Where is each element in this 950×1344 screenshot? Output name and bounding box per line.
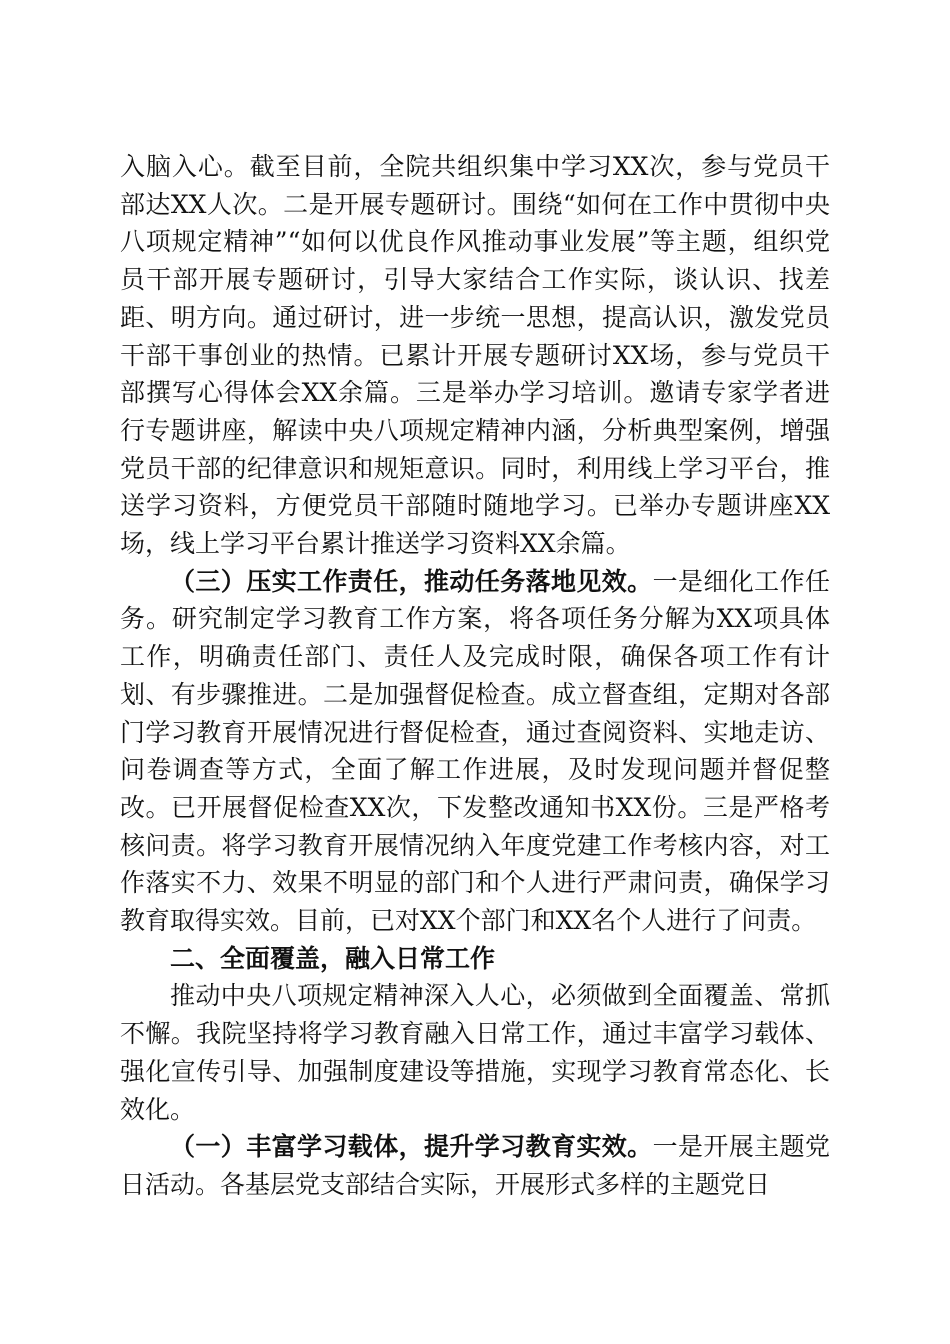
paragraph-continuation: 入脑入心。截至目前，全院共组织集中学习XX次，参与党员干部达XX人次。二是开展专题研讨。围绕“如何在工作中贯彻中央八项规定精神”“如何以优良作风推动事业发展”等主题，组织党员干部开展专题研讨，引导大家结合工作实际，谈认识、找差距、明方向。通过研讨，进一步统一思想，提高认识，激发党员干部干事创业的热情。已累计开展专题研讨XX场，参与党员干部撰写心得体会XX余篇。三是举办学习培训。邀请专家学者进行专题讲座，解读中央八项规定精神内涵，分析典型案例，增强党员干部的纪律意识和规矩意识。同时，利用线上学习平台，推送学习资料，方便党员干部随时随地学习。已举办专题讲座XX场，线上学习平台累计推送学习资料XX余篇。 — [120, 152, 830, 559]
subsection-heading-three: （三）压实工作责任，推动任务落地见效。 — [170, 566, 653, 596]
document-body — [120, 148, 830, 1204]
section-heading-two: 二、全面覆盖，融入日常工作 — [170, 943, 496, 973]
paragraph-work-responsibility — [120, 563, 830, 940]
subsection-heading-one: （一）丰富学习载体，提升学习教育实效。 — [170, 1132, 653, 1162]
paragraph-learning-carriers-body: 一是开展主题党日活动。各基层党支部结合实际，开展形式多样的主题党日 — [120, 1132, 830, 1199]
paragraph-work-responsibility-body: 一是细化工作任务。研究制定学习教育工作方案，将各项任务分解为XX项具体工作，明确责任部门、责任人及完成时限，确保各项工作有计划、有步骤推进。二是加强督促检查。成立督查组，定期对各部门学习教育开展情况进行督促检查，通过查阅资料、实地走访、问卷调查等方式，全面了解工作进展，及时发现问题并督促整改。已开展督促检查XX次，下发整改通知书XX份。三是严格考核问责。将学习教育开展情况纳入年度党建工作考核内容，对工作落实不力、效果不明显的部门和个人进行严肃问责，确保学习教育取得实效。目前，已对XX个部门和XX名个人进行了问责。 — [120, 566, 830, 936]
paragraph-section-intro: 推动中央八项规定精神深入人心，必须做到全面覆盖、常抓不懈。我院坚持将学习教育融入日常工作，通过丰富学习载体、强化宣传引导、加强制度建设等措施，实现学习教育常态化、长效化。 — [120, 981, 830, 1124]
paragraph-learning-carriers — [120, 1128, 830, 1203]
